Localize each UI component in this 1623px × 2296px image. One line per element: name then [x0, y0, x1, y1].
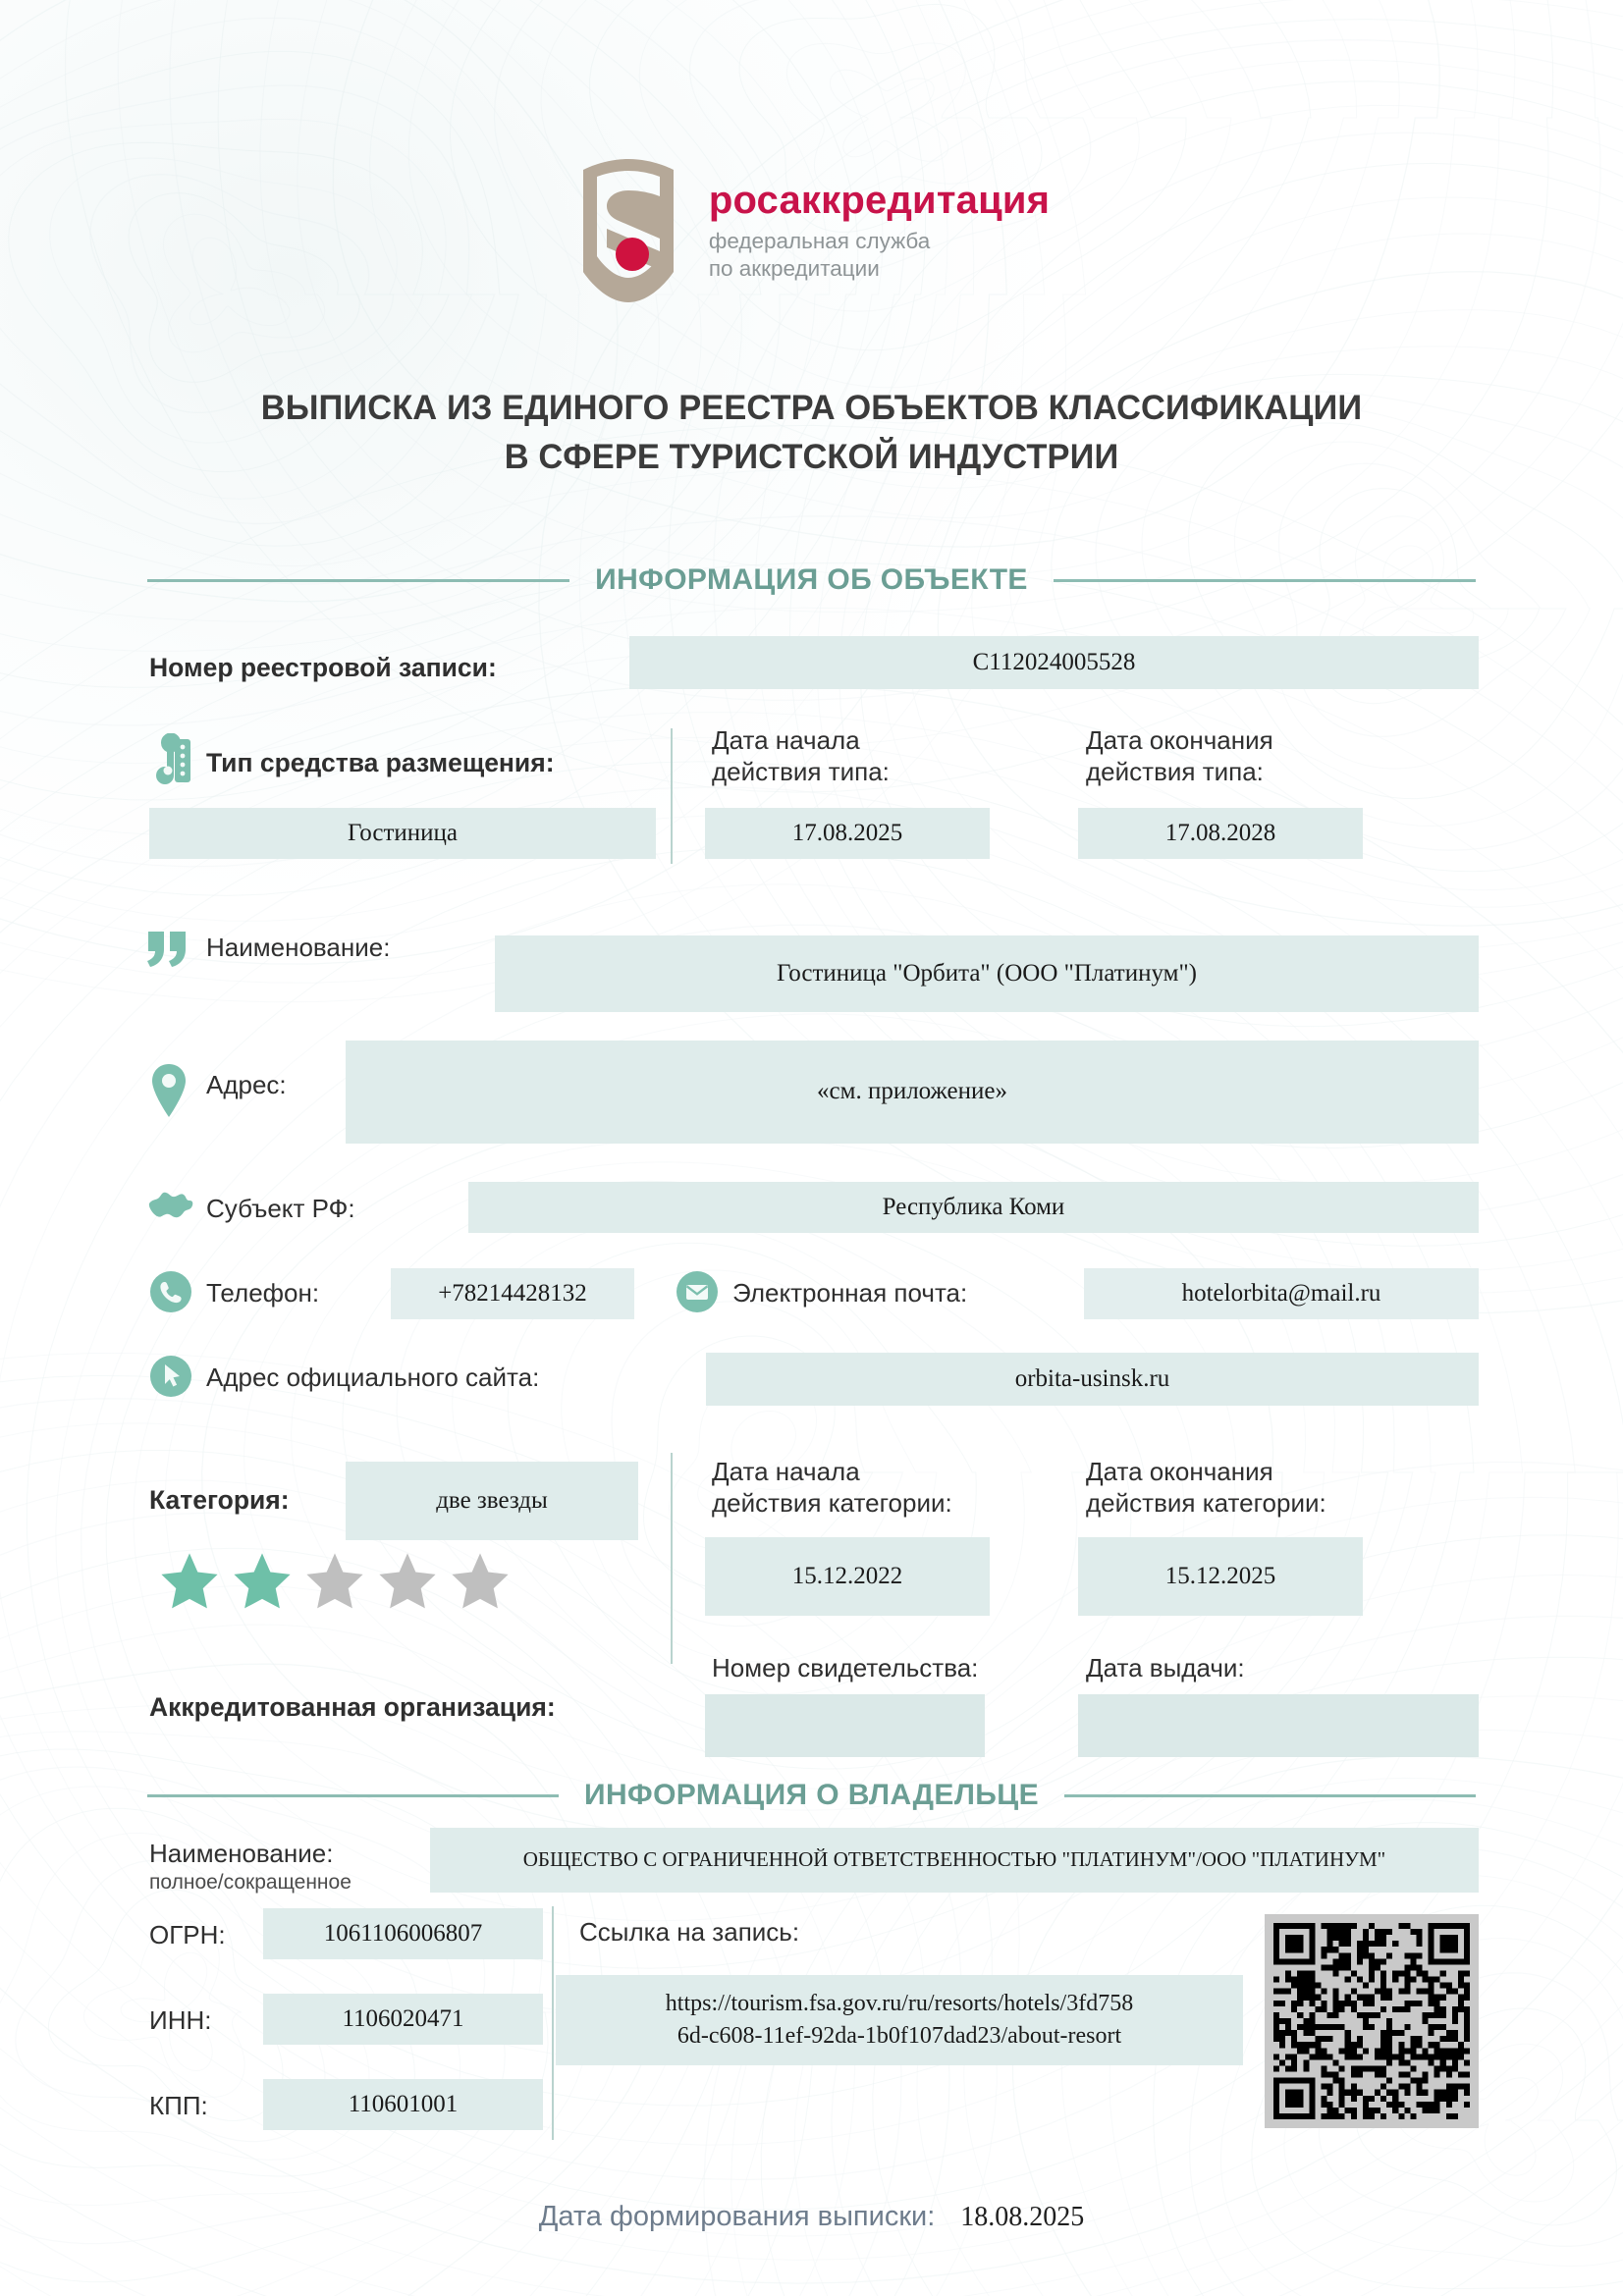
type-value: Гостиница: [149, 808, 656, 859]
site-label: Адрес официального сайта:: [206, 1362, 540, 1392]
issue-date-footer-label: Дата формирования выписки:: [538, 2201, 936, 2232]
divider-right-owner: [1064, 1794, 1476, 1797]
record-link-label: Ссылка на запись:: [579, 1917, 800, 1947]
record-link-line2: 6d-c608-11ef-92da-1b0f107dad23/about-resort: [676, 2023, 1122, 2049]
brand-logo: [0, 157, 1623, 304]
column-separator-2: [671, 1453, 673, 1664]
category-start-label-line2: действия категории:: [712, 1488, 952, 1519]
category-start-label: [712, 1456, 1036, 1519]
issue-date-value: [1078, 1694, 1479, 1757]
phone-icon: [149, 1270, 192, 1313]
type-start-label: [712, 724, 967, 787]
category-stars: [159, 1551, 511, 1612]
qr-code[interactable]: [1265, 1914, 1479, 2128]
ogrn-label: ОГРН:: [149, 1920, 226, 1949]
brand-name: росаккредитация: [708, 179, 1051, 223]
category-end-label-line2: действия категории:: [1086, 1488, 1326, 1519]
type-start-label-line2: действия типа:: [712, 757, 890, 787]
category-end-label-line1: Дата окончания: [1086, 1457, 1273, 1486]
rosakkreditatsiya-mark-icon: [573, 157, 683, 304]
address-value: «см. приложение»: [346, 1041, 1479, 1144]
star-filled-icon: [159, 1551, 220, 1612]
type-label: Тип средства размещения:: [206, 748, 555, 777]
envelope-icon: [676, 1270, 719, 1313]
star-filled-icon: [232, 1551, 293, 1612]
type-start-label-line1: Дата начала: [712, 725, 860, 755]
owner-column-separator: [552, 1906, 554, 2140]
certificate-number-label: Номер свидетельства:: [712, 1653, 979, 1682]
record-link-value: [556, 1975, 1243, 2065]
divider-left: [147, 579, 569, 582]
region-value: Республика Коми: [468, 1182, 1479, 1233]
issue-date-footer-value: 18.08.2025: [960, 2202, 1085, 2232]
star-empty-icon: [377, 1551, 438, 1612]
section-header-object: [147, 563, 1476, 597]
column-separator: [671, 728, 673, 864]
owner-name-sub-label: полное/сокращенное: [149, 1871, 352, 1894]
owner-name-value: ОБЩЕСТВО С ОГРАНИЧЕННОЙ ОТВЕТСТВЕННОСТЬЮ "ПЛАТИНУМ"/ООО "ПЛАТИНУМ": [430, 1828, 1479, 1893]
phone-value: +78214428132: [391, 1268, 634, 1319]
document-title: [110, 383, 1513, 482]
divider-left-owner: [147, 1794, 559, 1797]
address-label: Адрес:: [206, 1070, 287, 1099]
footer: [0, 2201, 1623, 2233]
inn-value: 1106020471: [263, 1994, 543, 2045]
owner-name-label: Наименование:: [149, 1839, 334, 1868]
inn-label: ИНН:: [149, 2005, 212, 2035]
document-title-line1: ВЫПИСКА ИЗ ЕДИНОГО РЕЕСТРА ОБЪЕКТОВ КЛАССИФИКАЦИИ: [260, 388, 1363, 427]
quote-icon: [145, 930, 190, 969]
star-empty-icon: [304, 1551, 365, 1612]
type-start-value: 17.08.2025: [705, 808, 990, 859]
category-end-value: 15.12.2025: [1078, 1537, 1363, 1616]
object-name-value: Гостиница "Орбита" (ООО "Платинум"): [495, 935, 1479, 1012]
type-end-label-line1: Дата окончания: [1086, 725, 1273, 755]
brand-subtitle-line1: федеральная служба: [708, 229, 931, 254]
accredited-org-label: Аккредитованная организация:: [149, 1692, 556, 1722]
region-label: Субъект РФ:: [206, 1194, 355, 1223]
registry-number-label: Номер реестровой записи:: [149, 653, 497, 682]
cursor-icon: [149, 1355, 192, 1398]
qr-code-image: [1273, 1923, 1470, 2119]
ogrn-value: 1061106006807: [263, 1908, 543, 1959]
brand-subtitle-line2: по аккредитации: [708, 255, 880, 281]
building-icon: [149, 733, 194, 786]
type-end-value: 17.08.2028: [1078, 808, 1363, 859]
category-value: две звезды: [346, 1462, 638, 1540]
type-end-label: [1086, 724, 1371, 787]
phone-label: Телефон:: [206, 1278, 320, 1308]
category-start-value: 15.12.2022: [705, 1537, 990, 1616]
section-title-object: ИНФОРМАЦИЯ ОБ ОБЪЕКТЕ: [595, 563, 1028, 596]
brand-dot-icon: [616, 238, 649, 271]
email-value: hotelorbita@mail.ru: [1084, 1268, 1479, 1319]
type-end-label-line2: действия типа:: [1086, 757, 1264, 787]
section-title-owner: ИНФОРМАЦИЯ О ВЛАДЕЛЬЦЕ: [584, 1779, 1039, 1811]
section-header-owner: [147, 1779, 1476, 1812]
site-value: orbita-usinsk.ru: [706, 1353, 1479, 1406]
star-empty-icon: [450, 1551, 511, 1612]
email-label: Электронная почта:: [732, 1278, 968, 1308]
record-link-line1: https://tourism.fsa.gov.ru/ru/resorts/hotels/3fd758: [665, 1990, 1134, 2016]
registry-number-value: C112024005528: [629, 636, 1479, 689]
map-pin-icon: [149, 1063, 189, 1118]
category-label: Категория:: [149, 1485, 290, 1515]
russia-map-icon: [147, 1188, 194, 1221]
category-start-label-line1: Дата начала: [712, 1457, 860, 1486]
document-title-line2: В СФЕРЕ ТУРИСТСКОЙ ИНДУСТРИИ: [504, 437, 1119, 477]
issue-date-label: Дата выдачи:: [1086, 1653, 1245, 1682]
object-name-label: Наименование:: [206, 933, 391, 962]
kpp-value: 110601001: [263, 2079, 543, 2130]
divider-right: [1054, 579, 1476, 582]
category-end-label: [1086, 1456, 1430, 1519]
kpp-label: КПП:: [149, 2091, 208, 2120]
certificate-number-value: [705, 1694, 985, 1757]
